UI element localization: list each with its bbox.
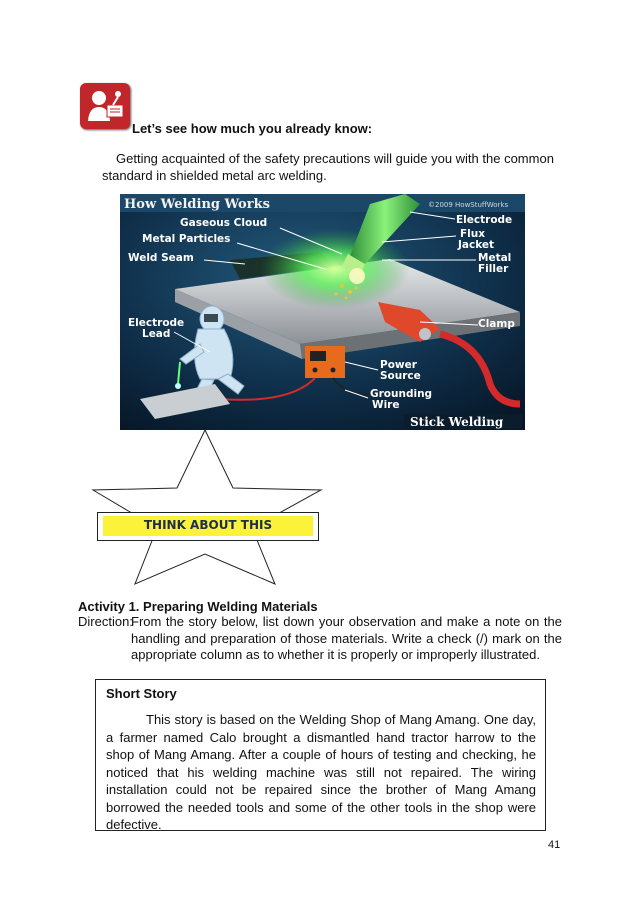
short-story-box — [95, 679, 546, 831]
label-gaseous-cloud: Gaseous Cloud — [180, 217, 268, 229]
label-electrode: Electrode — [456, 214, 513, 226]
label-weld-seam: Weld Seam — [128, 252, 194, 264]
label-filler: Filler — [478, 263, 509, 275]
label-electrode-lead-2: Lead — [142, 328, 171, 340]
label-flux: Flux — [460, 228, 486, 240]
label-clamp: Clamp — [478, 318, 515, 330]
think-label-text: THINK ABOUT THIS — [143, 518, 273, 532]
intro-paragraph: Getting acquainted of the safety precautions will guide you with the common standard in shielded metal arc welding. — [102, 151, 554, 183]
lesson-icon — [80, 83, 130, 129]
think-about-this-box — [97, 512, 319, 541]
diagram-footer: Stick Welding — [410, 415, 504, 429]
diagram-copyright: ©2009 HowStuffWorks — [428, 201, 509, 209]
label-power: Power — [380, 359, 417, 371]
label-wire: Wire — [372, 399, 400, 411]
label-electrode-lead-1: Electrode — [128, 317, 185, 329]
direction-block — [78, 614, 562, 664]
direction-label: Direction: — [78, 614, 133, 629]
story-text: This story is based on the Welding Shop of Mang Amang. One day, a farmer named Calo brought a dismantled hand tractor harrow to the shop of Mang Amang. After a couple of hours of testing and checking, he noticed that his welding machine was still not repaired. The wiring installation could not be repaired since the brother of Mang Amang borrowed the needed tools and some of the other tools in the shop were defective. — [106, 712, 536, 832]
think-star-shape — [85, 428, 330, 588]
label-metal-particles: Metal Particles — [142, 233, 231, 245]
label-metal: Metal — [478, 252, 512, 264]
section-prompt: Let’s see how much you already know: — [132, 121, 373, 136]
label-source: Source — [380, 370, 421, 382]
label-grounding: Grounding — [370, 388, 433, 400]
page-number: 41 — [548, 839, 561, 851]
welding-diagram — [120, 194, 525, 430]
story-title: Short Story — [106, 686, 177, 701]
activity-title: Activity 1. Preparing Welding Materials — [78, 599, 318, 614]
direction-text: From the story below, list down your observation and make a note on the handling and preparation of those materials. Write a check (/) mark on the appropriate column as to whether it is properly or improperly illustrated. — [131, 614, 562, 662]
label-jacket: Jacket — [458, 239, 495, 251]
diagram-title: How Welding Works — [124, 197, 270, 212]
